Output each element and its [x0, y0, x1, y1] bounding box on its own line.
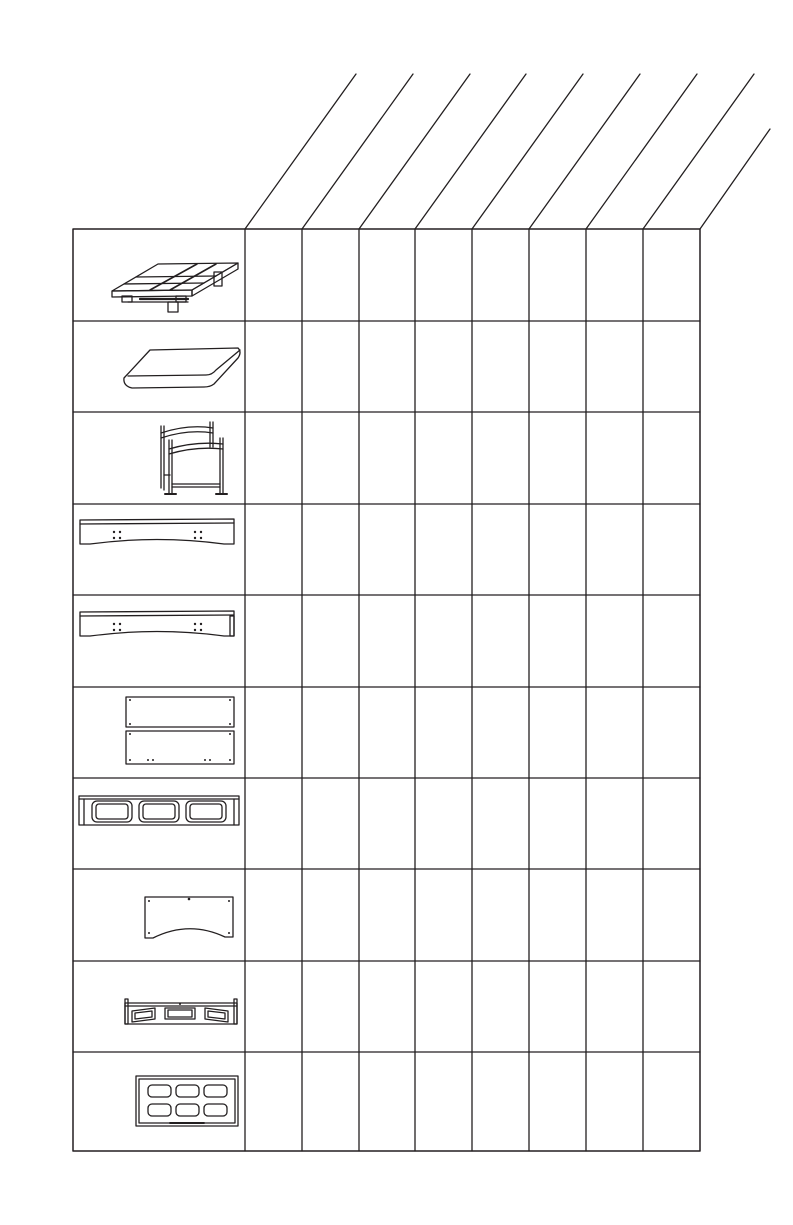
three-window-rail-illustration: [79, 796, 239, 825]
curved-panel-illustration: [145, 897, 233, 938]
mattress-illustration: [124, 348, 240, 388]
headboard-footboard-illustration: [161, 422, 227, 494]
six-window-panel-illustration: [136, 1076, 238, 1126]
double-panel-illustration: [126, 697, 234, 764]
column-dividers: [245, 229, 643, 1151]
platform-bed-base-illustration: [112, 263, 238, 312]
slanted-header-lines: [245, 74, 770, 229]
three-window-guard-illustration: [125, 999, 237, 1024]
table-frame: [73, 229, 700, 1151]
side-rail-2-illustration: [80, 611, 234, 636]
side-rail-1-illustration: [80, 519, 234, 544]
